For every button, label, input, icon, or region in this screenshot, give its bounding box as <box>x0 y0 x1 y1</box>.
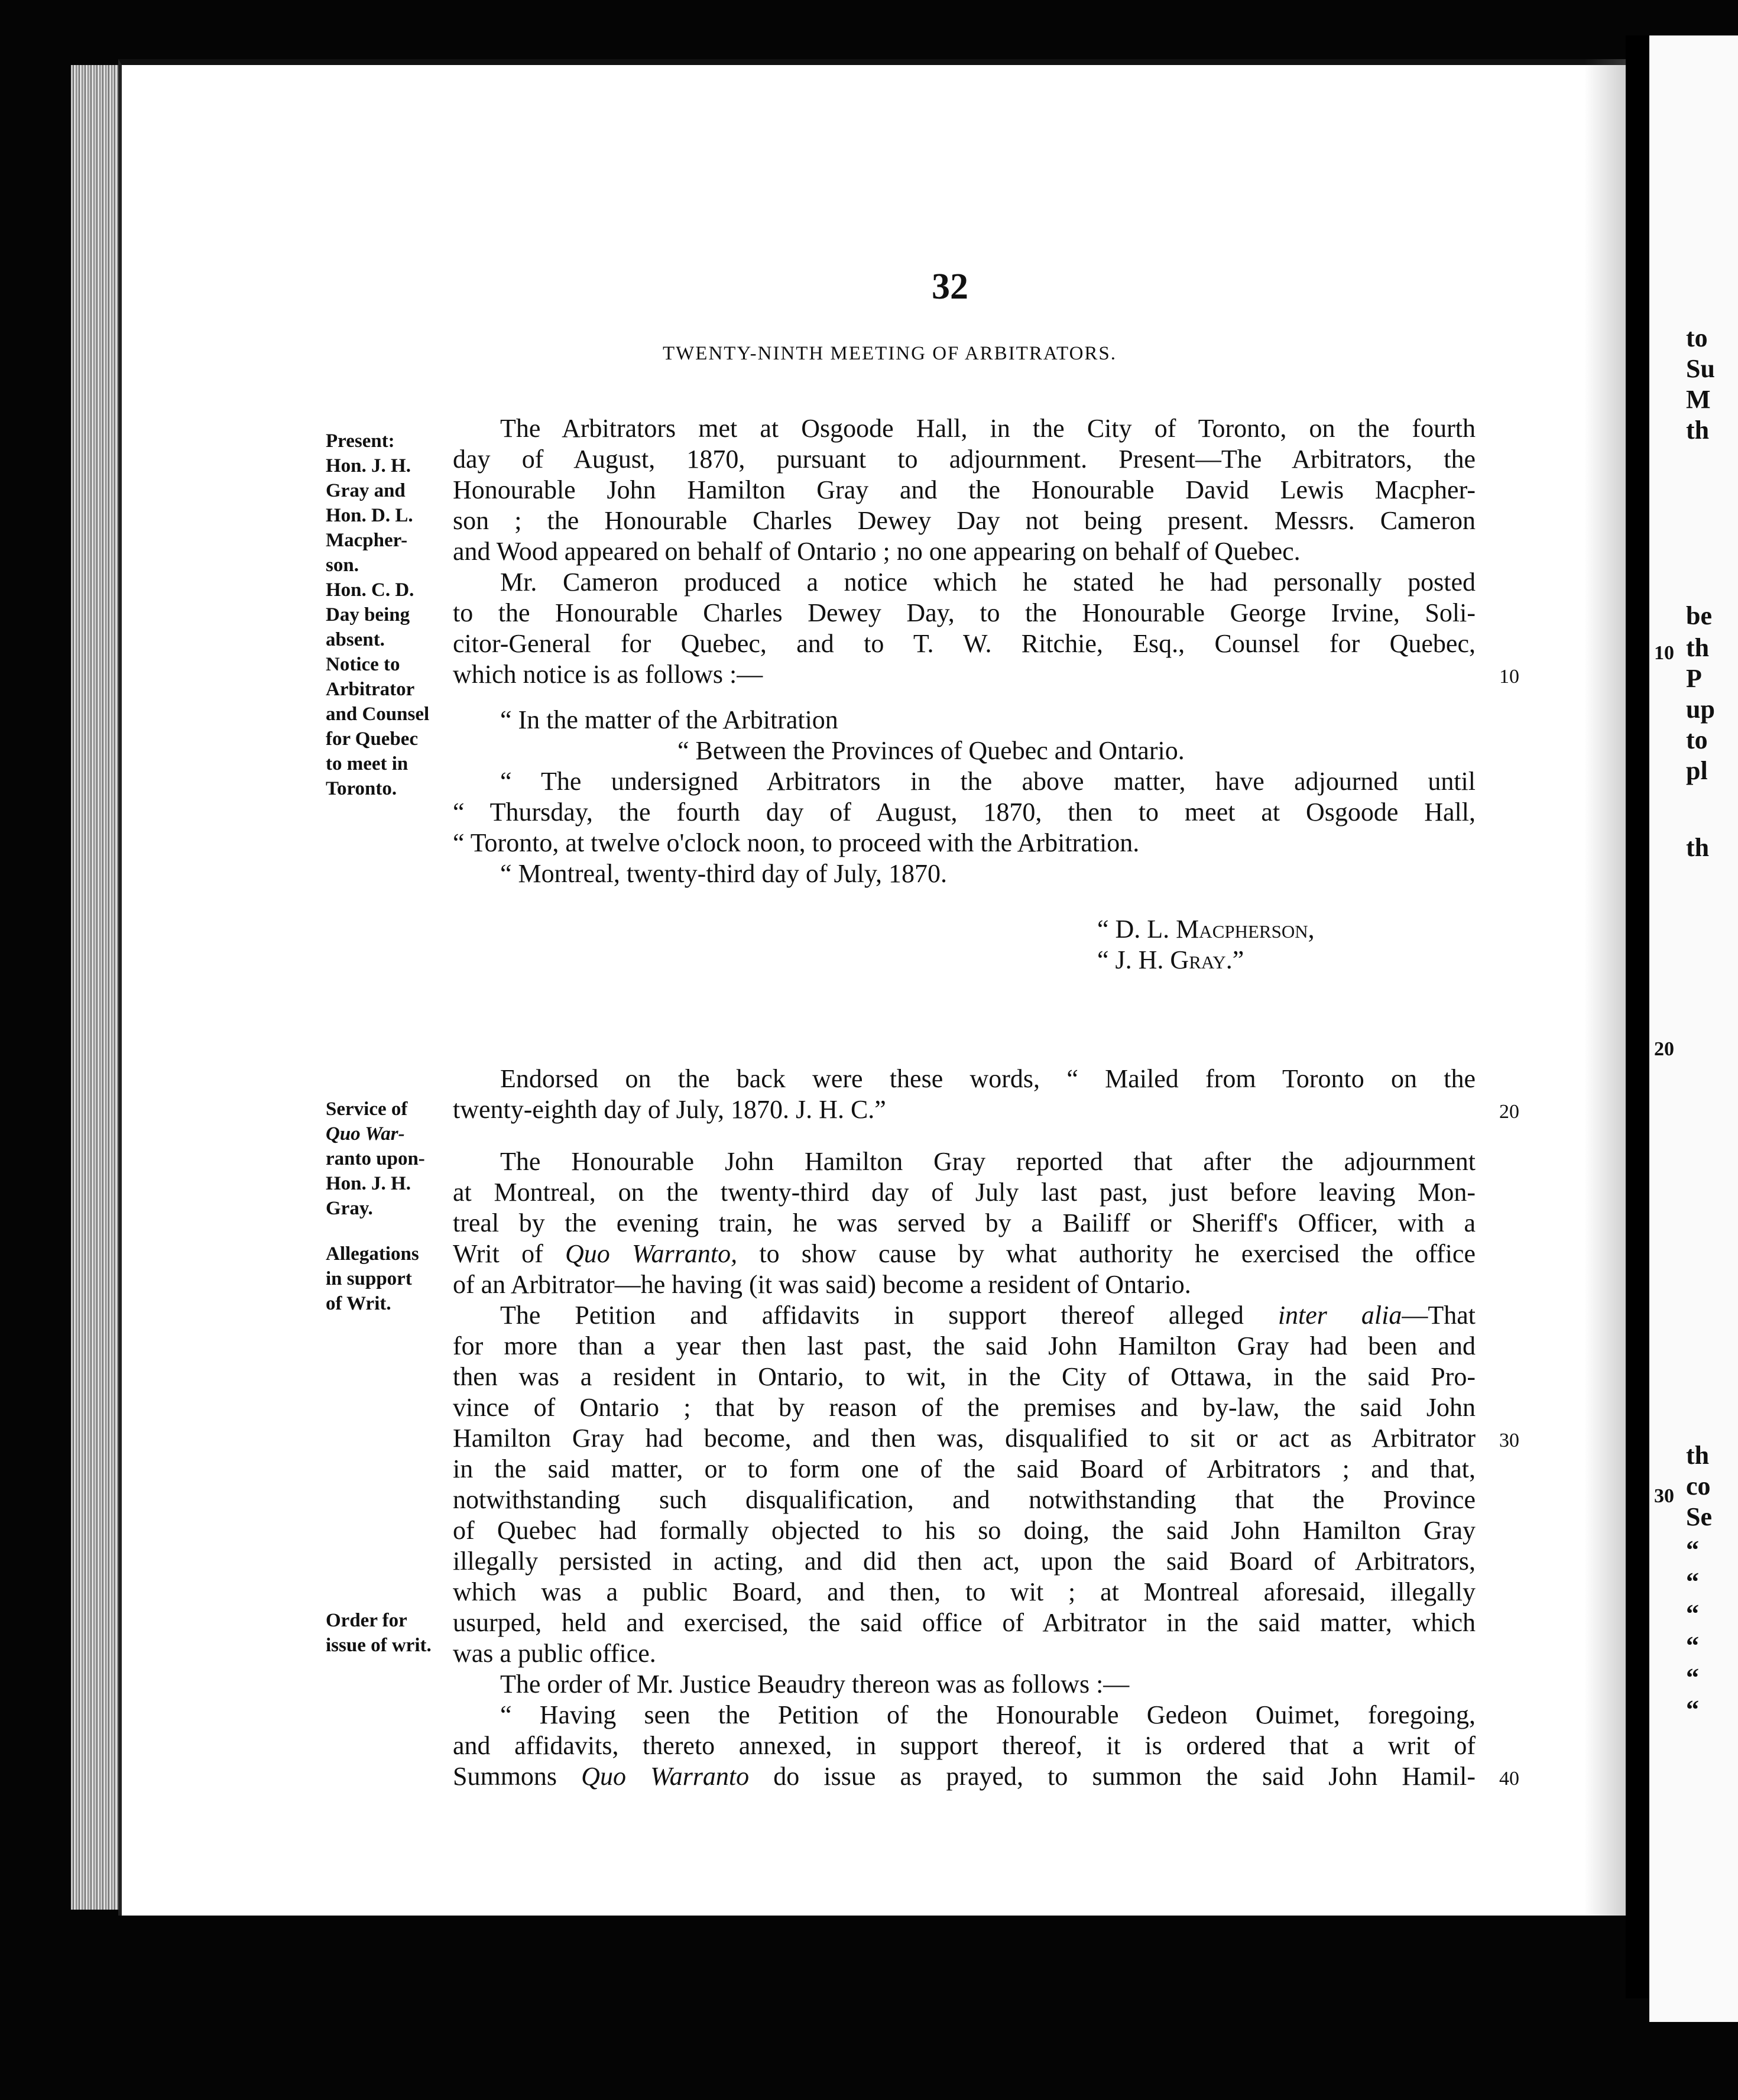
margin-note-line: and Counsel <box>326 704 430 725</box>
line-number: 40 <box>1499 1768 1519 1790</box>
page-title: TWENTY-NINTH MEETING OF ARBITRATORS. <box>663 343 1117 364</box>
margin-note-line: Macpher- <box>326 530 408 551</box>
fragment-text: Se <box>1686 1502 1712 1531</box>
text-line: to the Honourable Charles Dewey Day, to the Honourable George Irvine, Soli- <box>453 598 1476 627</box>
text-span: The Petition and affidavits in support thereof alleged <box>500 1301 1278 1330</box>
text-line: treal by the evening train, he was served by a Bailiff or Sheriff's Officer, with a <box>453 1208 1476 1237</box>
margin-note-line: Quo War- <box>326 1123 405 1145</box>
fragment-text: Su <box>1686 354 1715 383</box>
text-span: —That <box>1402 1301 1476 1330</box>
text-line: which was a public Board, and then, to wit ; at Montreal aforesaid, illegally <box>453 1577 1476 1606</box>
text-line: “ Thursday, the fourth day of August, 1870, then to meet at Osgoode Hall, <box>453 798 1476 827</box>
text-line <box>453 1762 1476 1791</box>
text-span: do issue as prayed, to summon the said John Hamil- <box>749 1762 1476 1791</box>
text-line: in the said matter, or to form one of the said Board of Arbitrators ; and that, <box>453 1454 1476 1483</box>
margin-note-line: Day being <box>326 604 410 626</box>
text-span: Writ of <box>453 1239 566 1268</box>
line-number: 20 <box>1499 1101 1519 1123</box>
fragment-text: th <box>1686 633 1710 662</box>
text-line: “ The undersigned Arbitrators in the above matter, have adjourned until <box>500 767 1476 796</box>
text-line: Hamilton Gray had become, and then was, disqualified to sit or act as Arbitrator <box>453 1424 1476 1453</box>
fragment-text: “ <box>1686 1631 1699 1660</box>
fragment-text: P <box>1686 664 1702 693</box>
page-gutter <box>1626 35 1649 1998</box>
margin-note-line: to meet in <box>326 753 408 774</box>
fragment-text: to <box>1686 323 1708 352</box>
text-line: citor-General for Quebec, and to T. W. Ritchie, Esq., Counsel for Quebec, <box>453 629 1476 658</box>
signature-line: “ D. L. Macpherson, <box>1097 915 1315 944</box>
text-line: Endorsed on the back were these words, “ Mailed from Toronto on the <box>500 1064 1476 1093</box>
text-line: “ Toronto, at twelve o'clock noon, to proceed with the Arbitration. <box>453 828 1140 857</box>
margin-note-line: ranto upon- <box>326 1148 425 1169</box>
italic-text: Quo Warranto, <box>565 1239 738 1268</box>
margin-note-line: son. <box>326 555 359 576</box>
fragment-text: th <box>1686 416 1710 445</box>
fragment-text: th <box>1686 1441 1710 1470</box>
margin-note-service <box>326 1097 450 1221</box>
text-line: day of August, 1870, pursuant to adjournment. Present—The Arbitrators, the <box>453 445 1476 474</box>
text-line: and Wood appeared on behalf of Ontario ; no one appearing on behalf of Quebec. <box>453 537 1301 566</box>
text-span: to show cause by what authority he exercised the office <box>737 1239 1476 1268</box>
margin-note-line: Hon. J. H. <box>326 455 411 477</box>
fragment-text: pl <box>1686 756 1708 785</box>
text-line: illegally persisted in acting, and did then act, upon the said Board of Arbitrators, <box>453 1547 1476 1576</box>
margin-note-line: Present: <box>326 430 395 452</box>
margin-note-line: Toronto. <box>326 778 397 799</box>
margin-note-line: absent. <box>326 629 385 650</box>
margin-note-line: Gray and <box>326 480 406 501</box>
text-line: “ In the matter of the Arbitration <box>500 705 838 734</box>
text-line: of Quebec had formally objected to his so doing, the said John Hamilton Gray <box>453 1516 1476 1545</box>
italic-text: Quo Warranto <box>581 1762 750 1791</box>
margin-note-line: Hon. C. D. <box>326 579 414 601</box>
text-line: and affidavits, thereto annexed, in support thereof, it is ordered that a writ of <box>453 1731 1476 1760</box>
text-line <box>500 1301 1476 1330</box>
text-line: for more than a year then last past, the said John Hamilton Gray had been and <box>453 1331 1476 1360</box>
line-number: 30 <box>1499 1430 1519 1451</box>
margin-note-line: Gray. <box>326 1198 373 1219</box>
margin-note-line: issue of writ. <box>326 1635 432 1656</box>
margin-note-allegations <box>326 1242 450 1316</box>
line-number: 30 <box>1654 1485 1674 1507</box>
fragment-text: co <box>1686 1472 1711 1501</box>
fragment-text: th <box>1686 833 1710 862</box>
text-line: Honourable John Hamilton Gray and the Honourable David Lewis Macpher- <box>453 475 1476 504</box>
italic-text: inter alia <box>1277 1301 1402 1330</box>
margin-note-line: Order for <box>326 1610 407 1631</box>
text-line: twenty-eighth day of July, 1870. J. H. C.” <box>453 1095 886 1124</box>
signature-line: “ J. H. Gray.” <box>1097 945 1244 974</box>
fragment-text: “ <box>1686 1599 1699 1628</box>
text-line: was a public office. <box>453 1639 656 1668</box>
text-line: which notice is as follows :— <box>453 660 763 689</box>
fragment-text: M <box>1686 385 1711 414</box>
fragment-text: to <box>1686 725 1708 754</box>
margin-note-line: in support <box>326 1268 412 1289</box>
text-line: vince of Ontario ; that by reason of the premises and by-law, the said John <box>453 1393 1476 1422</box>
fragment-text: “ <box>1686 1663 1699 1692</box>
text-line: son ; the Honourable Charles Dewey Day not being present. Messrs. Cameron <box>453 506 1476 535</box>
text-line: of an Arbitrator—he having (it was said) become a resident of Ontario. <box>453 1270 1191 1299</box>
fragment-text: be <box>1686 601 1712 630</box>
margin-note-line: Arbitrator <box>326 679 415 700</box>
text-line: at Montreal, on the twenty-third day of July last past, just before leaving Mon- <box>453 1178 1476 1207</box>
margin-note-line: of Writ. <box>326 1293 391 1314</box>
margin-note-line: for Quebec <box>326 728 419 750</box>
text-line: “ Between the Provinces of Quebec and Ontario. <box>677 736 1185 765</box>
text-line: Mr. Cameron produced a notice which he stated he had personally posted <box>500 568 1476 597</box>
margin-note-line: Allegations <box>326 1243 419 1265</box>
fragment-text: up <box>1686 695 1715 724</box>
book-spine-edges <box>71 65 118 1910</box>
text-line: The Arbitrators met at Osgoode Hall, in the City of Toronto, on the fourth <box>500 414 1476 443</box>
page-number: 32 <box>932 267 968 307</box>
fragment-text: “ <box>1686 1695 1699 1724</box>
text-line: “ Montreal, twenty-third day of July, 1870. <box>500 859 947 888</box>
text-span: Summons <box>453 1762 582 1791</box>
margin-note-line: Service of <box>326 1098 408 1120</box>
margin-note-line: Notice to <box>326 654 400 675</box>
text-line: usurped, held and exercised, the said office of Arbitrator in the said matter, which <box>453 1608 1476 1637</box>
page-edge-shadow <box>1584 59 1626 1916</box>
fragment-text: “ <box>1686 1567 1699 1596</box>
text-line: then was a resident in Ontario, to wit, in the City of Ottawa, in the said Pro- <box>453 1362 1476 1391</box>
text-line: The Honourable John Hamilton Gray reported that after the adjournment <box>500 1147 1476 1176</box>
margin-note-present <box>326 429 450 801</box>
line-number: 10 <box>1654 642 1674 664</box>
facing-page-fragment <box>1649 35 1738 2022</box>
margin-note-line: Hon. D. L. <box>326 505 413 526</box>
text-line: “ Having seen the Petition of the Honourable Gedeon Ouimet, foregoing, <box>500 1700 1476 1729</box>
margin-note-line: Hon. J. H. <box>326 1173 411 1194</box>
text-line <box>453 1239 1476 1269</box>
line-number: 20 <box>1654 1038 1674 1060</box>
margin-note-order <box>326 1608 450 1658</box>
text-line: notwithstanding such disqualification, and notwithstanding that the Province <box>453 1485 1476 1514</box>
text-line: The order of Mr. Justice Beaudry thereon was as follows :— <box>500 1670 1130 1699</box>
fragment-text: “ <box>1686 1535 1699 1564</box>
document-page <box>118 59 1626 1916</box>
line-number: 10 <box>1499 666 1519 688</box>
